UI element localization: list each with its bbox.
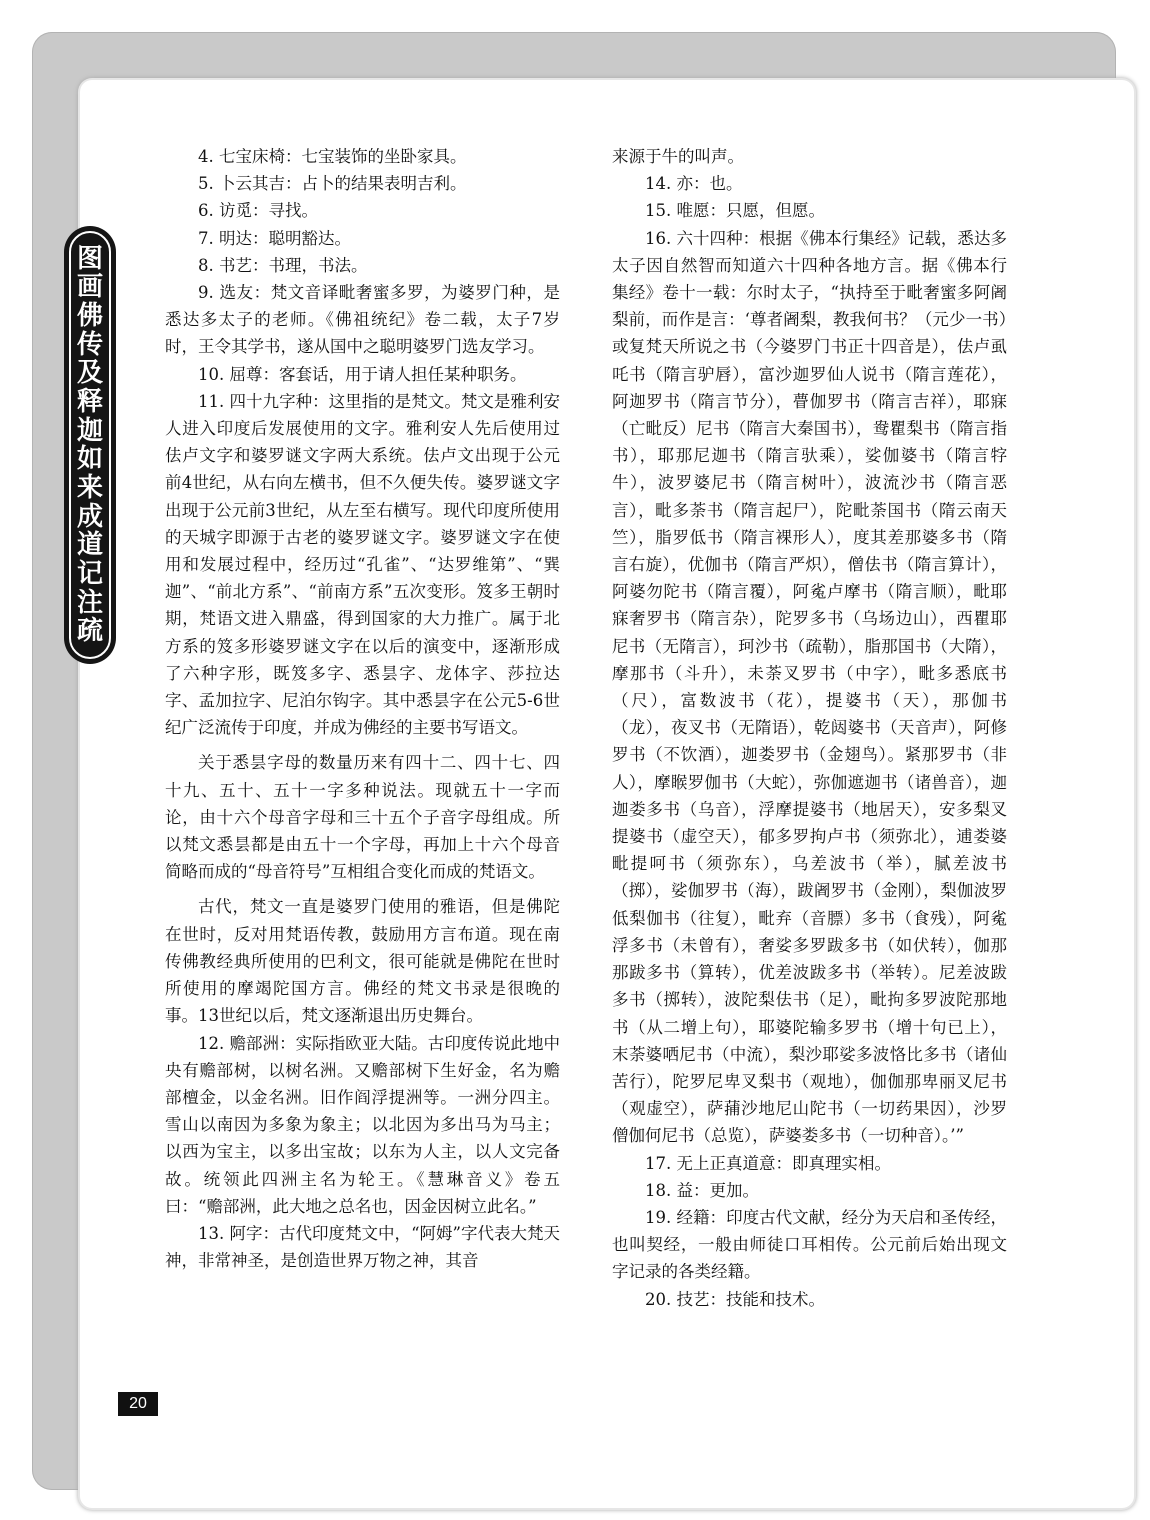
side-title-char: 来: [76, 472, 103, 503]
note-13-continued: 来源于牛的叫声。: [612, 147, 744, 166]
side-title-char: 图: [76, 243, 103, 274]
note-6: 6. 访觅：寻找。: [198, 201, 318, 221]
side-title-char: 道: [76, 530, 103, 561]
note-20: 20. 技艺：技能和技术。: [645, 1289, 825, 1309]
note-16: 16. 六十四种：根据《佛本行集经》记载，悉达多太子因自然智而知道六十四种各地方言。据《佛本行集经》卷十一载：尔时太子，“执持至于毗奢蜜多阿阇梨前，而作是言：‘尊者阇梨，教我何书？（元少一书）或复梵天所说之书（今婆罗门书正十四音是），佉卢虱吒书（隋言驴唇），富沙迦罗仙人说书（隋言莲花），阿迦罗书（隋言节分），瞢伽罗书（隋言吉祥），耶寐（亡毗反）尼书（隋言大秦国书），鸯瞿梨书（隋言指书），耶那尼迦书（隋言驮乘），娑伽婆书（隋言牸牛），波罗婆尼书（隋言树叶），波流沙书（隋言恶言），毗多荼书（隋言起尸），陀毗荼国书（隋云南天竺），脂罗低书（隋言裸形人），度其差那婆多书（隋言右旋），优伽书（隋言严炽），僧佉书（隋言算计），阿婆勿陀书（隋言覆），阿㝹卢摩书（隋言顺），毗耶寐奢罗书（隋言杂），陀罗多书（乌场边山），西瞿耶尼书（无隋言），珂沙书（疏勒），脂那国书（大隋），摩那书（斗升），未荼叉罗书（中字），毗多悉底书（尺），富数波书（花），提婆书（天），那伽书（龙），夜叉书（无隋语），乾闼婆书（天音声），阿修罗书（不饮酒），迦娄罗书（金翅鸟）。紧那罗书（非人），摩睺罗伽书（大蛇），弥伽遮迦书（诸兽音），迦迦娄多书（乌音），浮摩提婆书（地居天），安多梨叉提婆书（虚空天），郁多罗拘卢书（须弥北），逋娄婆毗提呵书（须弥东），乌差波书（举），腻差波书（掷），娑伽罗书（海），跋阇罗书（金刚），梨伽波罗低梨伽书（往复），毗弃（音膘）多书（食残），阿㝹浮多书（未曾有），奢娑多罗跋多书（如伏转），伽那那跋多书（算转），优差波跋多书（举转）。尼差波跋多书（掷转），波陀梨佉书（足），毗拘多罗波陀那地书（从二增上句），耶婆陀输多罗书（增十句已上），末荼婆哂尼书（中流），梨沙耶娑多波恪比多书（诸仙苦行），陀罗尼卑叉梨书（观地），伽伽那卑丽叉尼书（观虚空），萨蒱沙地尼山陀书（一切药果因），沙罗僧伽何尼书（总览），萨婆娄多书（一切种音）。’”: [612, 228, 1007, 1146]
left-column: [165, 143, 560, 1274]
side-title-char: 迦: [76, 415, 103, 446]
side-title-tab: [64, 226, 116, 664]
note-7: 7. 明达：聪明豁达。: [198, 228, 351, 248]
side-title-char: 注: [76, 587, 103, 618]
side-title-char: 及: [76, 358, 103, 389]
side-title-char: 传: [76, 329, 103, 360]
note-4: 4. 七宝床椅：七宝装饰的坐卧家具。: [198, 147, 467, 166]
side-title-char: 疏: [76, 616, 103, 647]
side-title-char: 如: [76, 444, 103, 475]
side-title-char: 成: [76, 501, 103, 532]
note-13: 13. 阿字：古代印度梵文中，“阿姆”字代表大梵天神，非常神圣，是创造世界万物之神，其音: [165, 1223, 560, 1271]
note-10: 10. 屈尊：客套话，用于请人担任某种职务。: [198, 364, 527, 384]
note-18: 18. 益：更加。: [645, 1180, 759, 1200]
note-11: 11. 四十九字种：这里指的是梵文。梵文是雅利安人进入印度后发展使用的文字。雅利安人先后使用过佉卢文字和婆罗谜文字两大系统。佉卢文出现于公元前4世纪，从右向左横书，但不久便失传。婆罗谜文字出现于公元前3世纪，从左至右横写。现代印度所使用的天城字即源于古老的婆罗谜文字。婆罗谜文字在使用和发展过程中，经历过“孔雀”、“达罗维第”、“巽迦”、“前北方系”、“前南方系”五次变形。笈多王朝时期，梵语文进入鼎盛，得到国家的大力推广。属于北方系的笈多形婆罗谜文字在以后的演变中，逐渐形成了六种字形，既笈多字、悉昙字、龙体字、莎拉达字、孟加拉字、尼泊尔钩字。其中悉昙字在公元5-6世纪广泛流传于印度，并成为佛经的主要书写语文。: [165, 391, 560, 738]
side-title-char: 画: [76, 272, 103, 303]
note-12: 12. 赡部洲：实际指欧亚大陆。古印度传说此地中央有赡部树，以树名洲。又赡部树下生好金，名为赡部檀金，以金名洲。旧作阎浮提洲等。一洲分四主。雪山以南因为多象为象主；以北因为多出马为马主；以西为宝主，以多出宝故；以东为人主，以人文完备故。统领此四洲主名为轮王。《慧琳音义》卷五曰：“赡部洲，此大地之总名也，因金因树立此名。”: [165, 1033, 560, 1216]
note-8: 8. 书艺：书理，书法。: [198, 255, 368, 275]
note-11-paragraph-2: 关于悉昙字母的数量历来有四十二、四十七、四十九、五十、五十一字多种说法。现就五十一字而论，由十六个母音字母和三十五个子音字母组成。所以梵文悉昙都是由五十一个字母，再加上十六个母音简略而成的“母音符号”互相组合变化而成的梵语文。: [165, 753, 560, 882]
side-title: [69, 231, 111, 659]
page-number: 20: [118, 1392, 158, 1416]
side-title-char: 释: [76, 386, 103, 417]
note-15: 15. 唯愿：只愿，但愿。: [645, 201, 825, 221]
side-title-char: 记: [76, 558, 103, 589]
note-9: 9. 选友：梵文音译毗奢蜜多罗，为婆罗门种，是悉达多太子的老师。《佛祖统纪》卷二载，太子7岁时，王令其学书，遂从国中之聪明婆罗门选友学习。: [165, 283, 560, 357]
right-column: [612, 143, 1007, 1313]
note-17: 17. 无上正真道意：即真理实相。: [645, 1153, 891, 1173]
note-14: 14. 亦：也。: [645, 174, 743, 194]
note-5: 5. 卜云其吉：占卜的结果表明吉利。: [198, 174, 467, 194]
note-19: 19. 经籍：印度古代文献，经分为天启和圣传经，也叫契经，一般由师徒口耳相传。公元前后始出现文字记录的各类经籍。: [612, 1207, 1007, 1282]
side-title-char: 佛: [76, 300, 103, 331]
note-11-paragraph-3: 古代，梵文一直是婆罗门使用的雅语，但是佛陀在世时，反对用梵语传教，鼓励用方言布道。现在南传佛教经典所使用的巴利文，很可能就是佛陀在世时所使用的摩竭陀国方言。佛经的梵文书录是很晚的事。13世纪以后，梵文逐渐退出历史舞台。: [165, 897, 560, 1026]
